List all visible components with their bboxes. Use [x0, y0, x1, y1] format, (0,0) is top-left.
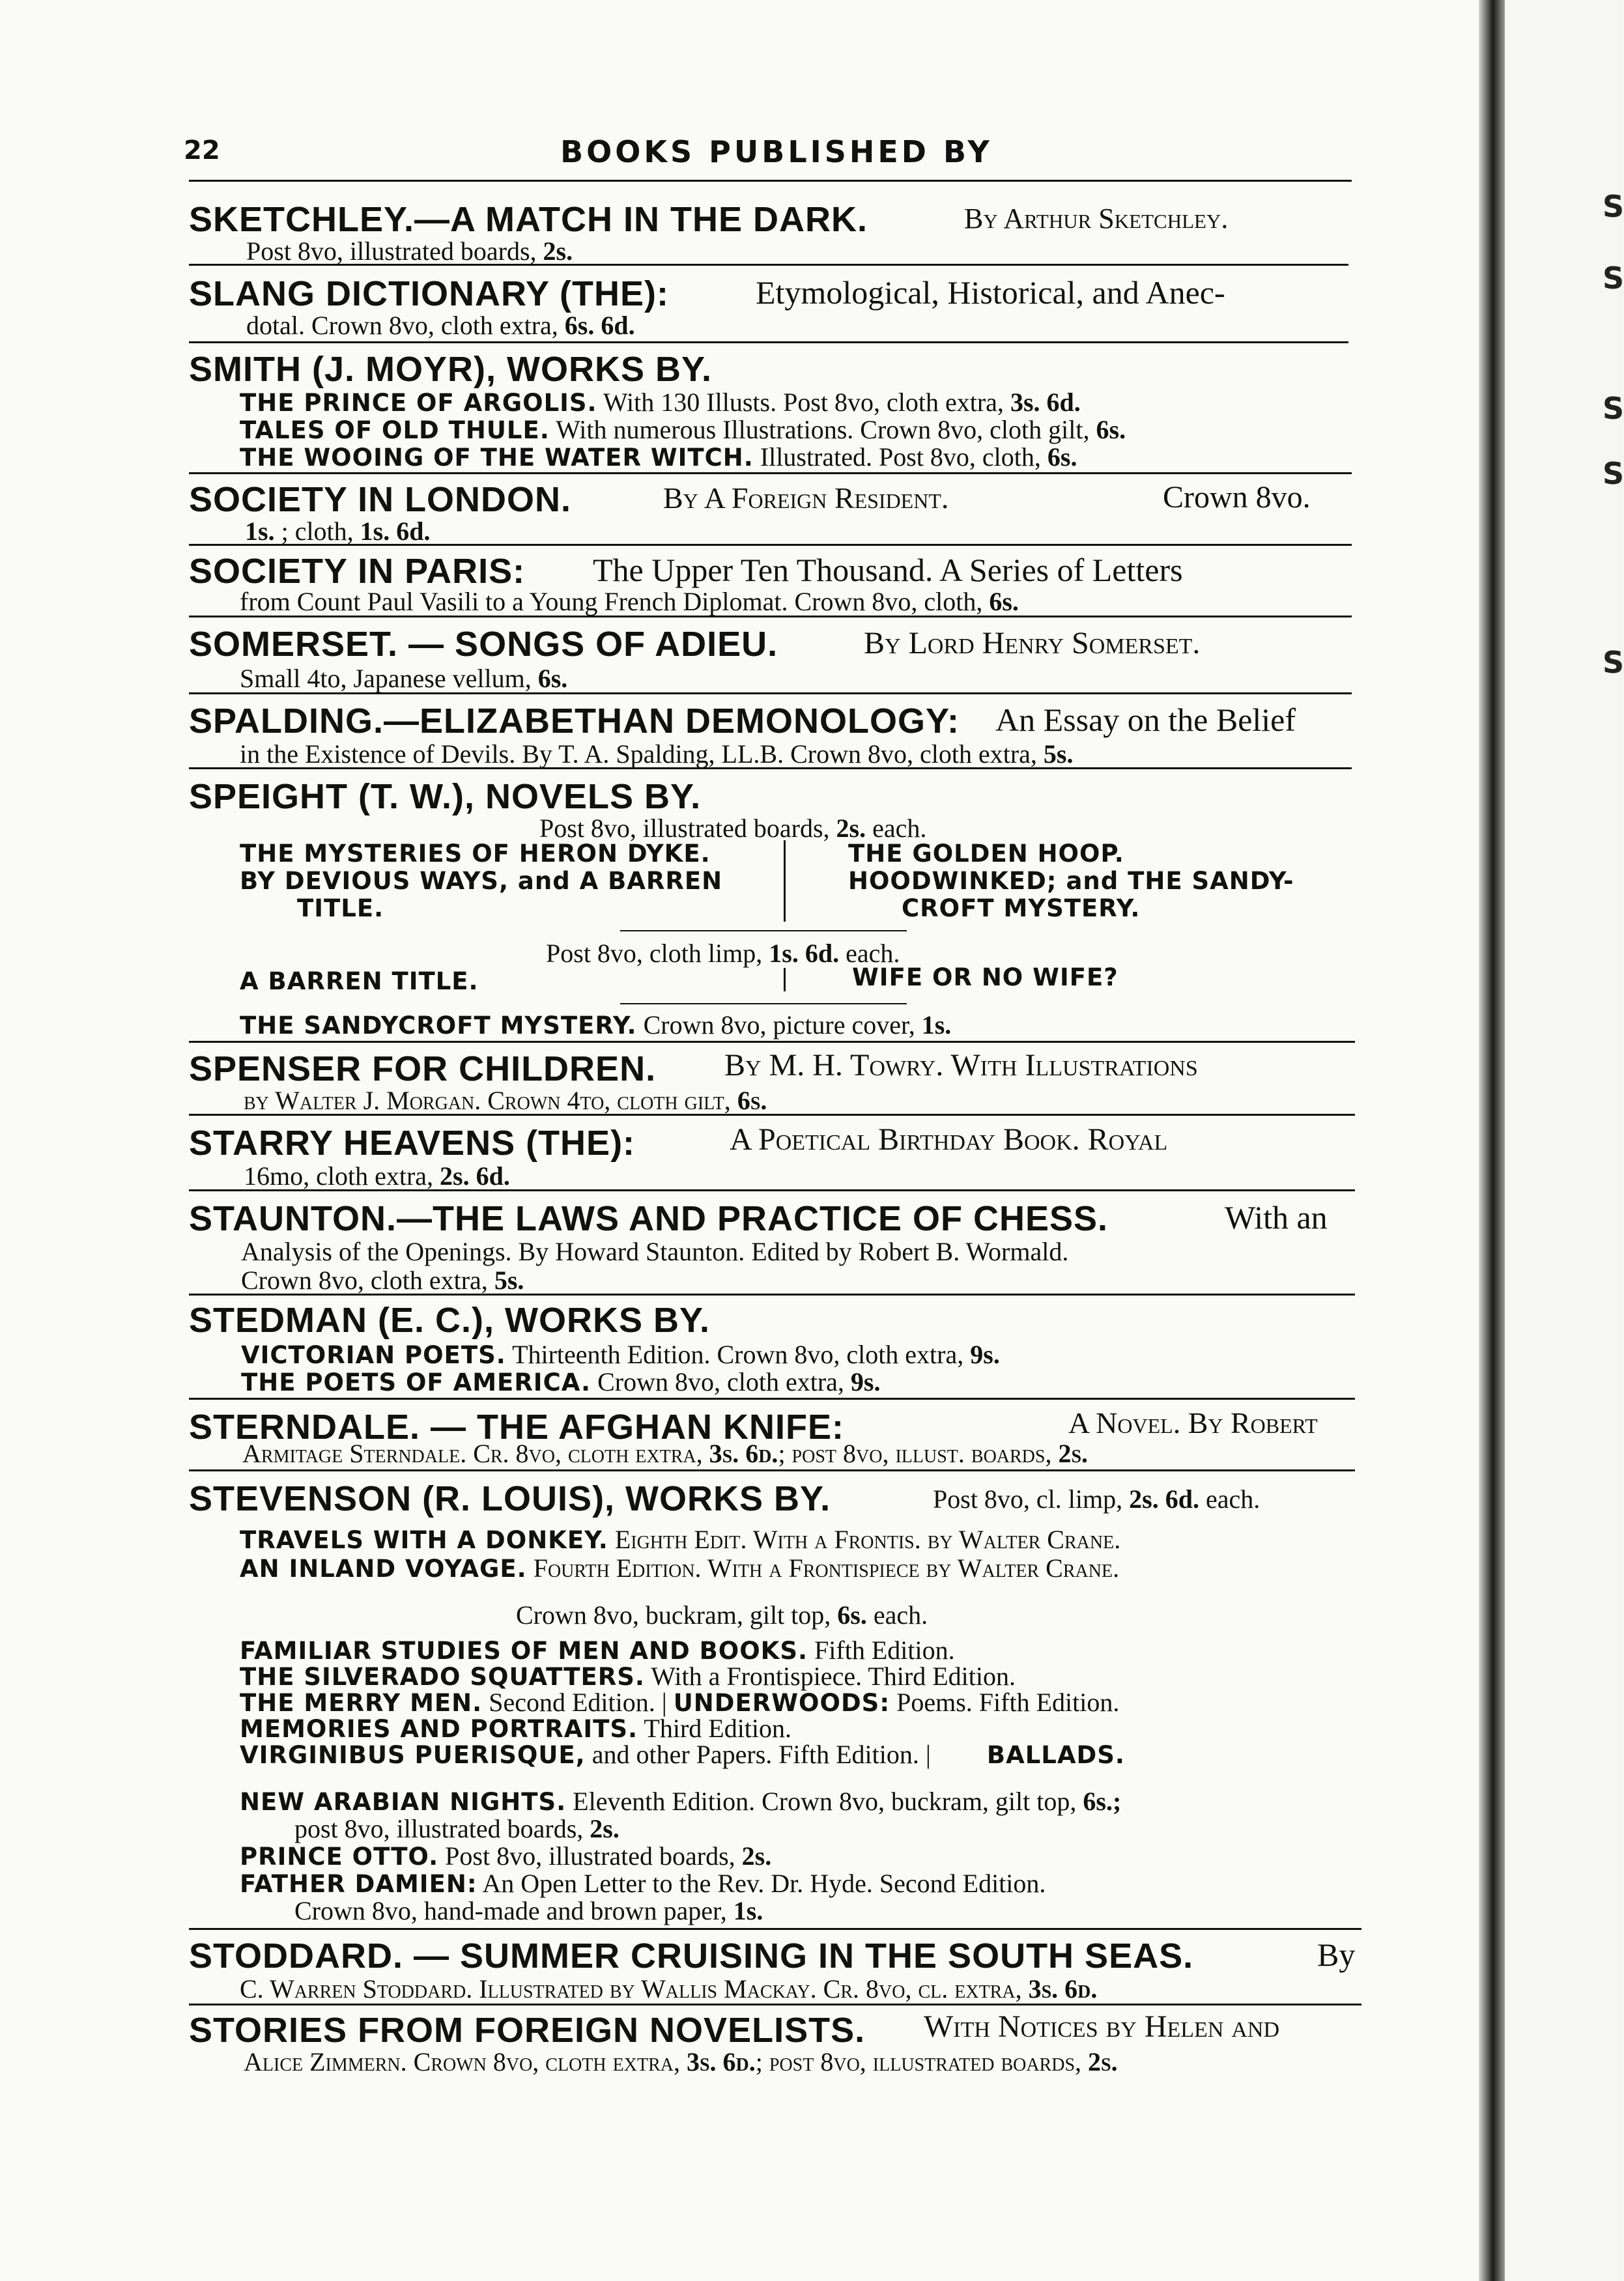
- list-item: PRINCE OTTO. Post 8vo, illustrated boards, 2s.: [240, 1841, 772, 1871]
- entry-heading: SOMERSET. — SONGS OF ADIEU.: [189, 625, 778, 664]
- running-head: BOOKS PUBLISHED BY: [560, 134, 993, 169]
- column-divider: [784, 968, 786, 991]
- divider: [189, 341, 1348, 343]
- list-item: CROFT MYSTERY.: [902, 894, 1141, 922]
- entry-heading: SMITH (J. MOYR), WORKS BY.: [189, 350, 713, 389]
- entry-subtitle: The Upper Ten Thousand. A Series of Letters: [593, 552, 1183, 588]
- entry-note: Post 8vo, illustrated boards, 2s. each.: [539, 814, 927, 843]
- entry-heading: STERNDALE. — THE AFGHAN KNIFE:: [189, 1408, 844, 1447]
- list-item: A BARREN TITLE.: [240, 967, 479, 995]
- divider: [189, 616, 1352, 617]
- entry-details: Small 4to, Japanese vellum, 6s.: [240, 664, 568, 693]
- entry-details: Alice Zimmern. Crown 8vo, cloth extra, 3s. 6d.; post 8vo, illustrated boards, 2s.: [244, 2047, 1118, 2076]
- list-item: THE PRINCE OF ARGOLIS. With 130 Illusts. Post 8vo, cloth extra, 3s. 6d.: [240, 388, 1081, 417]
- entry-heading: STEDMAN (E. C.), WORKS BY.: [189, 1301, 711, 1340]
- entry-details: dotal. Crown 8vo, cloth extra, 6s. 6d.: [246, 311, 635, 340]
- entry-heading: STORIES FROM FOREIGN NOVELISTS.: [189, 2011, 866, 2050]
- adjacent-page-letter: S: [1603, 391, 1624, 426]
- column-divider: [784, 840, 786, 922]
- entry-subtitle: Etymological, Historical, and Anec-: [756, 274, 1225, 311]
- divider: [620, 930, 907, 931]
- adjacent-page-letter: S: [1603, 456, 1624, 491]
- book-gutter: [1479, 0, 1505, 2281]
- divider: [189, 1294, 1355, 1296]
- entry-heading: SOCIETY IN PARIS:: [189, 552, 526, 591]
- entry-details: from Count Paul Vasili to a Young French Diplomat. Crown 8vo, cloth, 6s.: [240, 587, 1019, 616]
- entry-note: Post 8vo, cloth limp, 1s. 6d. each.: [546, 939, 900, 968]
- list-item: VIRGINIBUS PUERISQUE, and other Papers. Fifth Edition. | BALLADS.: [240, 1740, 1125, 1769]
- entry-author: By Lord Henry Somerset.: [864, 626, 1201, 660]
- divider: [189, 2004, 1361, 2005]
- divider: [189, 1114, 1355, 1116]
- entry-heading: SOCIETY IN LONDON.: [189, 480, 572, 519]
- list-item: VICTORIAN POETS. Thirteenth Edition. Crown 8vo, cloth extra, 9s.: [241, 1340, 1000, 1369]
- entry-subtitle: A Novel. By Robert: [1068, 1406, 1318, 1439]
- adjacent-page-edge: [1505, 0, 1624, 2281]
- entry-note: Crown 8vo, buckram, gilt top, 6s. each.: [516, 1600, 928, 1630]
- entry-details: 16mo, cloth extra, 2s. 6d.: [244, 1161, 510, 1191]
- entry-heading: STODDARD. — SUMMER CRUISING IN THE SOUTH SEAS.: [189, 1936, 1194, 1976]
- entry-heading: SLANG DICTIONARY (THE):: [189, 274, 669, 313]
- list-item: post 8vo, illustrated boards, 2s.: [294, 1814, 620, 1843]
- entry-subtitle: With Notices by Helen and: [924, 2009, 1280, 2044]
- list-item: BY DEVIOUS WAYS, and A BARREN: [240, 867, 723, 895]
- page-number: 22: [184, 135, 220, 165]
- entry-author: By M. H. Towry. With Illustrations: [724, 1048, 1198, 1083]
- entry-heading: SPEIGHT (T. W.), NOVELS BY.: [189, 777, 702, 816]
- entry-heading: SKETCHLEY.—A MATCH IN THE DARK.: [189, 200, 868, 239]
- divider: [189, 692, 1352, 694]
- divider: [189, 472, 1352, 474]
- divider: [189, 1041, 1355, 1043]
- list-item: TALES OF OLD THULE. With numerous Illustrations. Crown 8vo, cloth gilt, 6s.: [240, 415, 1126, 444]
- entry-details: in the Existence of Devils. By T. A. Spalding, LL.B. Crown 8vo, cloth extra, 5s.: [240, 739, 1074, 769]
- list-item: THE SILVERADO SQUATTERS. With a Frontispiece. Third Edition.: [240, 1662, 1016, 1691]
- list-item: Crown 8vo, hand-made and brown paper, 1s.: [294, 1896, 763, 1925]
- entry-author: By A Foreign Resident.: [663, 481, 949, 515]
- list-item: THE WOOING OF THE WATER WITCH. Illustrated. Post 8vo, cloth, 6s.: [240, 442, 1077, 472]
- list-item: THE GOLDEN HOOP.: [848, 840, 1124, 868]
- list-item: WIFE OR NO WIFE?: [852, 963, 1118, 991]
- adjacent-page-letter: S: [1603, 261, 1624, 296]
- list-item: AN INLAND VOYAGE. Fourth Edition. With a Frontispiece by Walter Crane.: [240, 1553, 1120, 1583]
- entry-details: Post 8vo, illustrated boards, 2s.: [246, 236, 573, 266]
- divider: [189, 767, 1352, 769]
- list-item: THE SANDYCROFT MYSTERY. Crown 8vo, picture cover, 1s.: [240, 1010, 952, 1040]
- entry-details: C. Warren Stoddard. Illustrated by Wallis Mackay. Cr. 8vo, cl. extra, 3s. 6d.: [240, 1974, 1098, 2004]
- entry-details: Crown 8vo, cloth extra, 5s.: [241, 1266, 524, 1295]
- list-item: TITLE.: [297, 894, 384, 922]
- entry-author: By: [1317, 1936, 1356, 1973]
- entry-subtitle: With an: [1225, 1199, 1328, 1236]
- entry-details: Armitage Sterndale. Cr. 8vo, cloth extra, 3s. 6d.; post 8vo, illust. boards, 2s.: [242, 1439, 1089, 1468]
- entry-note: Post 8vo, cl. limp, 2s. 6d. each.: [933, 1484, 1261, 1514]
- list-item: THE MERRY MEN. Second Edition. | UNDERWOODS: Poems. Fifth Edition.: [240, 1688, 1120, 1717]
- divider: [620, 1003, 907, 1004]
- list-item: FATHER DAMIEN: An Open Letter to the Rev. Dr. Hyde. Second Edition.: [240, 1869, 1046, 1898]
- divider: [189, 1189, 1355, 1191]
- divider: [189, 1928, 1361, 1930]
- divider: [189, 180, 1352, 182]
- entry-author: By Arthur Sketchley.: [964, 203, 1229, 234]
- adjacent-page-letter: S: [1603, 189, 1624, 224]
- entry-heading: STARRY HEAVENS (THE):: [189, 1124, 636, 1163]
- divider: [189, 544, 1352, 546]
- entry-details: Analysis of the Openings. By Howard Staunton. Edited by Robert B. Wormald.: [241, 1237, 1069, 1266]
- entry-heading: STEVENSON (R. LOUIS), WORKS BY.: [189, 1479, 831, 1518]
- list-item: THE POETS OF AMERICA. Crown 8vo, cloth extra, 9s.: [241, 1367, 881, 1396]
- list-item: NEW ARABIAN NIGHTS. Eleventh Edition. Crown 8vo, buckram, gilt top, 6s.;: [240, 1787, 1122, 1816]
- list-item: THE MYSTERIES OF HERON DYKE.: [240, 840, 711, 868]
- entry-heading: SPENSER FOR CHILDREN.: [189, 1049, 657, 1088]
- entry-subtitle: An Essay on the Belief: [995, 701, 1296, 738]
- entry-heading: STAUNTON.—THE LAWS AND PRACTICE OF CHESS.: [189, 1199, 1109, 1238]
- list-item: HOODWINKED; and THE SANDY-: [848, 867, 1294, 895]
- divider: [189, 1469, 1355, 1471]
- entry-details: 1s. ; cloth, 1s. 6d.: [245, 517, 431, 546]
- entry-subtitle: A Poetical Birthday Book. Royal: [730, 1122, 1168, 1157]
- divider: [189, 1398, 1355, 1400]
- divider: [189, 264, 1348, 266]
- list-item: MEMORIES AND PORTRAITS. Third Edition.: [240, 1714, 792, 1743]
- list-item: TRAVELS WITH A DONKEY. Eighth Edit. With a Frontis. by Walter Crane.: [240, 1525, 1121, 1554]
- entry-format: Crown 8vo.: [1163, 480, 1311, 515]
- list-item: FAMILIAR STUDIES OF MEN AND BOOKS. Fifth Edition.: [240, 1636, 955, 1665]
- entry-details: by Walter J. Morgan. Crown 4to, cloth gilt, 6s.: [244, 1086, 767, 1115]
- adjacent-page-letter: S: [1603, 645, 1624, 680]
- entry-heading: SPALDING.—ELIZABETHAN DEMONOLOGY:: [189, 701, 960, 741]
